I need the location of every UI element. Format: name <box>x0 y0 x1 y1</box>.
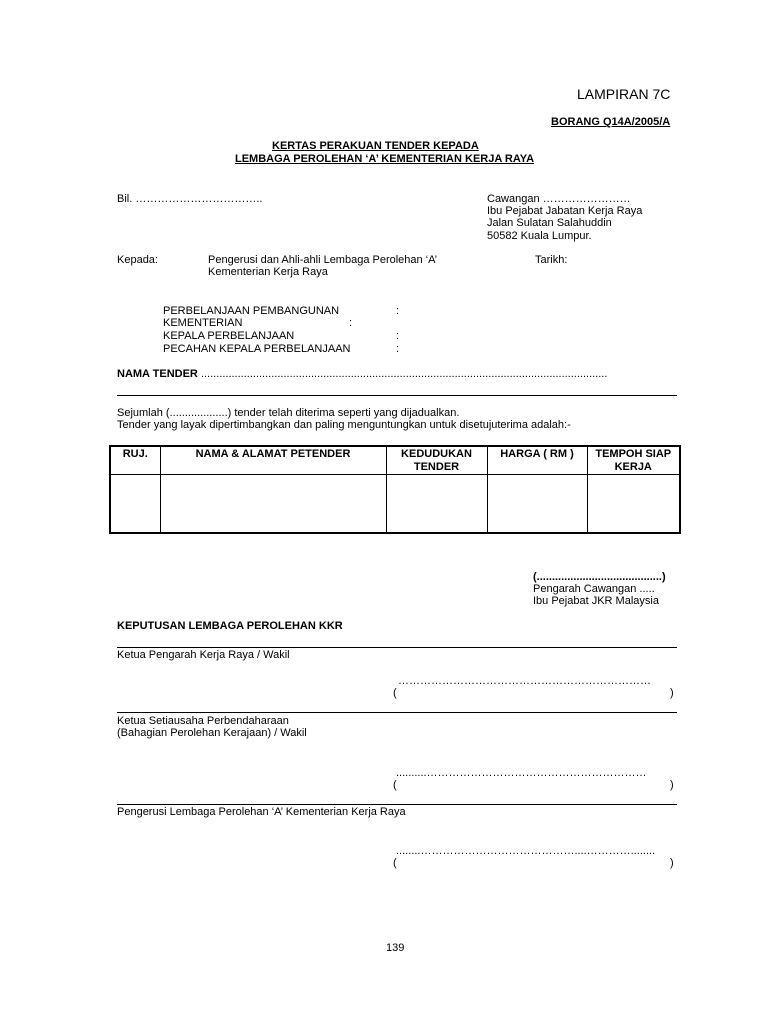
col-header-ruj: RUJ. <box>110 446 160 475</box>
nama-tender-label: NAMA TENDER <box>117 368 198 380</box>
signature-bracket: (.........................................) <box>533 571 666 583</box>
cell-tempoh[interactable] <box>587 475 680 534</box>
pengerusi-dots: ........……………………………………....…………........ <box>396 845 656 857</box>
signature-office: Ibu Pejabat JKR Malaysia <box>533 595 659 607</box>
pengerusi-label: Pengerusi Lembaga Perolehan ‘A’ Kementerian Kerja Raya <box>117 806 406 818</box>
col-header-harga: HARGA ( RM ) <box>487 446 587 475</box>
cell-nama-alamat[interactable] <box>160 475 386 534</box>
kepada-label: Kepada: <box>117 254 158 266</box>
nama-tender-row <box>117 368 607 381</box>
ketua-pengarah-open-paren: ( <box>393 687 397 699</box>
title-line1: KERTAS PERAKUAN TENDER KEPADA <box>272 140 479 152</box>
borang-code: BORANG Q14A/2005/A <box>551 116 671 128</box>
col-header-tempoh: TEMPOH SIAP KERJA <box>587 446 680 475</box>
address-line1: Ibu Pejabat Jabatan Kerja Raya <box>487 205 643 217</box>
kepada-line1: Pengerusi dan Ahli-ahli Lembaga Perolehan ‘A’ <box>208 254 438 266</box>
field-perbelanjaan-colon: : <box>396 305 400 317</box>
signature-title: Pengarah Cawangan ..... <box>533 583 655 595</box>
cell-kedudukan[interactable] <box>386 475 487 534</box>
ketua-setiausaha-label2: (Bahagian Perolehan Kerajaan) / Wakil <box>117 727 307 739</box>
kepada-line2: Kementerian Kerja Raya <box>208 266 328 278</box>
lampiran-label: LAMPIRAN 7C <box>577 86 671 102</box>
bil-field: Bil. …………………………….. <box>117 193 263 205</box>
keputusan-line-1 <box>117 647 677 648</box>
title-line2: LEMBAGA PEROLEHAN ‘A’ KEMENTERIAN KERJA RAYA <box>235 153 535 165</box>
intro-line2: Tender yang layak dipertimbangkan dan paling menguntungkan untuk disetujuterima adalah:- <box>117 419 571 431</box>
ketua-pengarah-close-paren: ) <box>670 687 674 699</box>
col-header-nama-alamat: NAMA & ALAMAT PETENDER <box>160 446 386 475</box>
table-header-row <box>110 446 680 475</box>
ketua-setiausaha-dots: ..........…………………………………………………… <box>396 767 647 779</box>
ketua-pengarah-dots: …………………………………………………………… <box>398 675 651 687</box>
field-perbelanjaan-label: PERBELANJAAN PEMBANGUNAN <box>163 305 340 317</box>
cell-harga[interactable] <box>487 475 587 534</box>
field-kementerian-label: KEMENTERIAN <box>163 317 243 329</box>
divider-line <box>117 395 677 396</box>
cell-ruj[interactable] <box>110 475 160 534</box>
keputusan-heading: KEPUTUSAN LEMBAGA PEROLEHAN KKR <box>117 620 343 632</box>
keputusan-line-3 <box>117 804 677 805</box>
col-header-kedudukan: KEDUDUKAN TENDER <box>386 446 487 475</box>
intro-line1: Sejumlah (...................) tender telah diterima seperti yang dijadualkan. <box>117 407 460 419</box>
tender-table <box>109 445 681 534</box>
field-kepala-colon: : <box>396 330 400 342</box>
field-pecahan-label: PECAHAN KEPALA PERBELANJAAN <box>163 343 351 355</box>
address-line2: Jalan Sulatan Salahuddin <box>487 217 612 229</box>
ketua-setiausaha-label1: Ketua Setiausaha Perbendaharaan <box>117 715 289 727</box>
keputusan-line-2 <box>117 712 677 713</box>
field-kementerian-colon: : <box>349 317 353 329</box>
tarikh-label: Tarikh: <box>535 254 568 266</box>
pengerusi-close-paren: ) <box>670 857 674 869</box>
field-kepala-label: KEPALA PERBELANJAAN <box>163 330 295 342</box>
ketua-setiausaha-close-paren: ) <box>670 779 674 791</box>
nama-tender-dots: ..................................................................................................................................... <box>200 368 608 380</box>
ketua-setiausaha-open-paren: ( <box>393 779 397 791</box>
page-number: 139 <box>386 942 405 954</box>
pengerusi-open-paren: ( <box>393 857 397 869</box>
ketua-pengarah-label: Ketua Pengarah Kerja Raya / Wakil <box>117 649 290 661</box>
field-pecahan-colon: : <box>396 343 400 355</box>
address-line3: 50582 Kuala Lumpur. <box>487 230 592 242</box>
cawangan-field: Cawangan …………………… <box>487 193 631 205</box>
table-row <box>110 475 680 534</box>
